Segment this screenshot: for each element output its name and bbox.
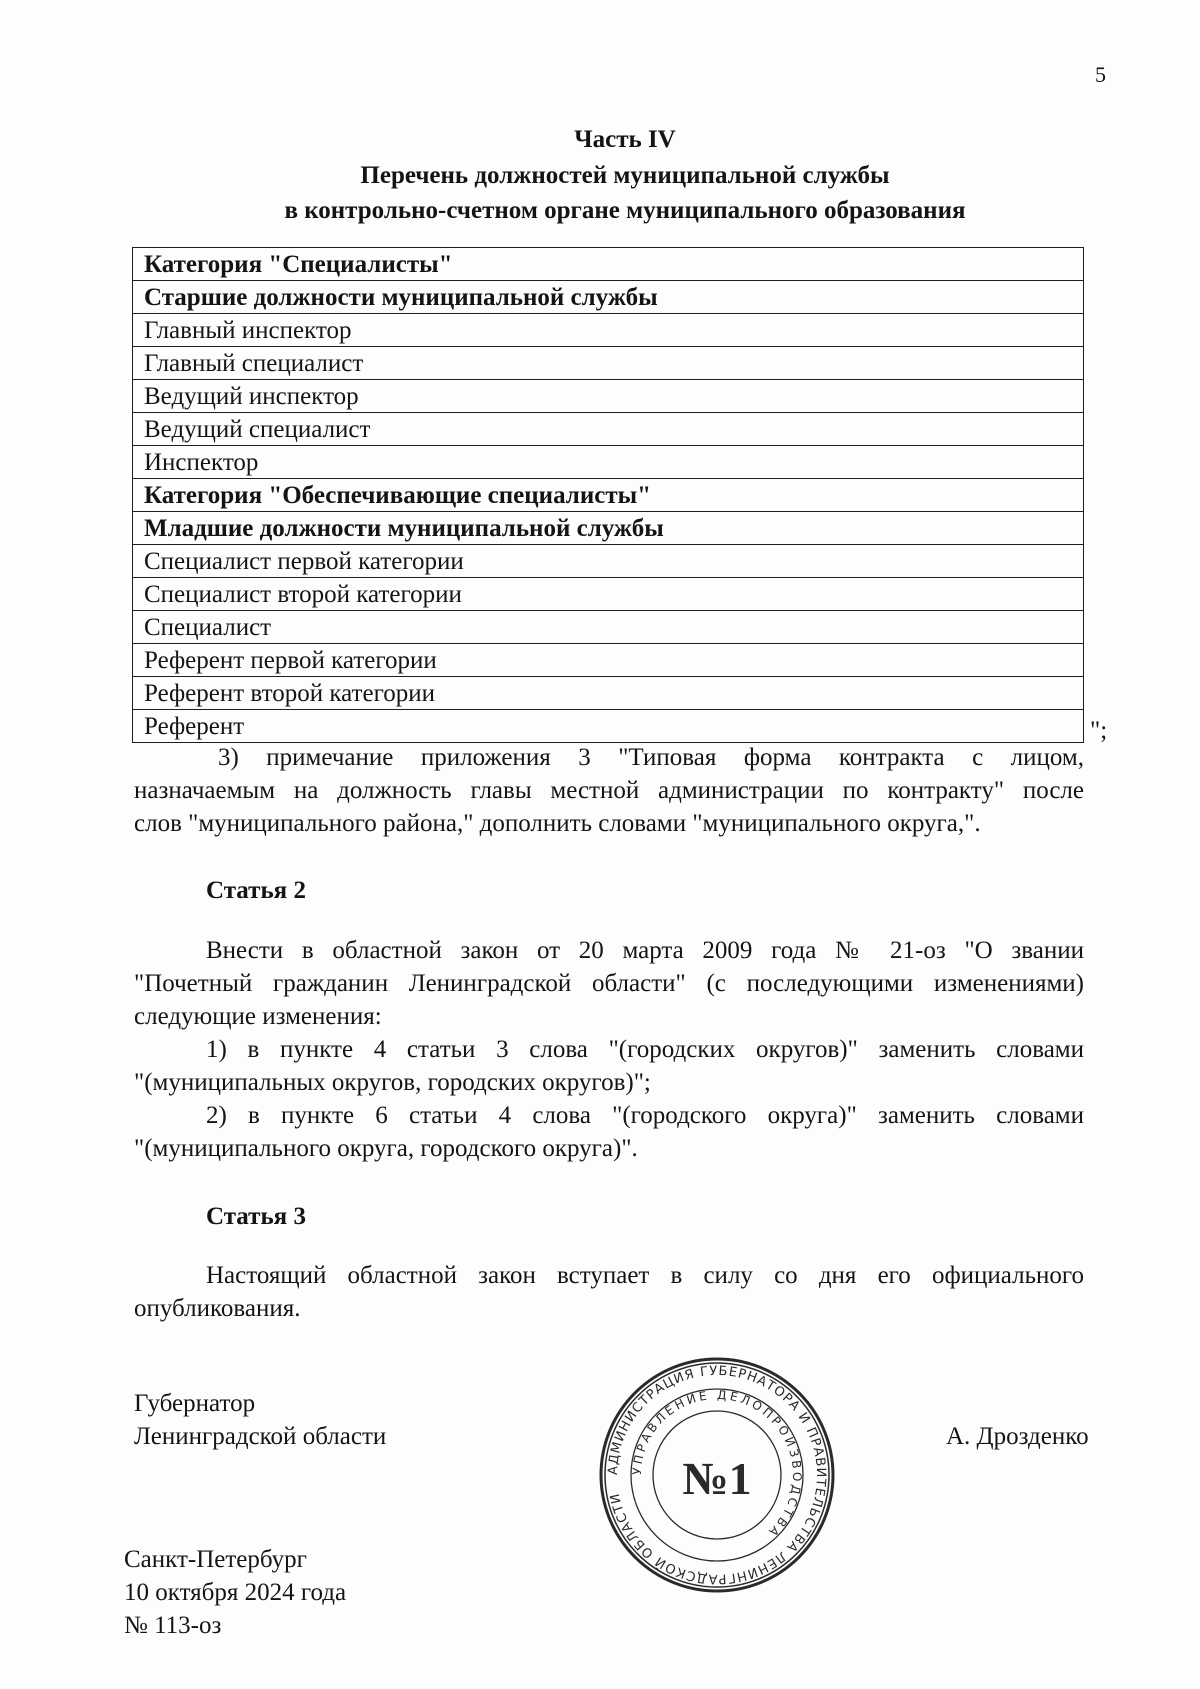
article-3-line-1: Настоящий областной закон вступает в силу со дня его официального — [206, 1262, 1084, 1289]
table-position-cell: Специалист второй категории — [133, 578, 1084, 611]
table-row — [133, 413, 1084, 446]
positions-table — [132, 247, 1084, 743]
table-position-cell: Ведущий инспектор — [133, 380, 1084, 413]
table-position-cell: Главный инспектор — [133, 314, 1084, 347]
table-row — [133, 578, 1084, 611]
table-position-cell: Инспектор — [133, 446, 1084, 479]
article-2-line-1: Внести в областной закон от 20 марта 2009 года № 21-оз "О звании — [206, 937, 1084, 964]
table-row — [133, 281, 1084, 314]
table-position-cell: Референт второй категории — [133, 677, 1084, 710]
stamp-outer-text: АДМИНИСТРАЦИЯ ГУБЕРНАТОРА И ПРАВИТЕЛЬСТВА ЛЕНИНГРАДСКОЙ ОБЛАСТИ — [605, 1363, 829, 1587]
list-title-line-1: Перечень должностей муниципальной службы — [360, 162, 890, 189]
item3-line-3: слов "муниципального района," дополнить словами "муниципального округа,". — [134, 810, 981, 837]
signatory-position-line-2: Ленинградской области — [134, 1423, 387, 1450]
table-position-cell: Референт — [133, 710, 1084, 743]
table-heading-cell: Категория "Специалисты" — [133, 248, 1084, 281]
positions-table-body — [133, 248, 1084, 743]
table-heading-cell: Младшие должности муниципальной службы — [133, 512, 1084, 545]
table-row — [133, 611, 1084, 644]
table-closing-quote: "; — [1090, 717, 1108, 744]
table-heading-cell: Категория "Обеспечивающие специалисты" — [133, 479, 1084, 512]
article-2-line-3: следующие изменения: — [134, 1003, 382, 1030]
stamp-inner-text: УПРАВЛЕНИЕ ДЕЛОПРОИЗВОДСТВА — [629, 1387, 805, 1541]
table-row — [133, 380, 1084, 413]
article-3-line-2: опубликования. — [134, 1295, 301, 1322]
list-title-line-2: в контрольно-счетном органе муниципального образования — [284, 197, 966, 224]
table-row — [133, 710, 1084, 743]
table-row — [133, 347, 1084, 380]
table-position-cell: Специалист — [133, 611, 1084, 644]
signing-city: Санкт-Петербург — [124, 1546, 307, 1573]
item3-line-2: назначаемым на должность главы местной администрации по контракту" после — [134, 777, 1084, 804]
law-number: № 113-оз — [124, 1612, 222, 1639]
official-stamp — [598, 1356, 836, 1594]
article-2-item2-line-1: 2) в пункте 6 статьи 4 слова "(городского округа)" заменить словами — [206, 1102, 1084, 1129]
signatory-position-line-1: Губернатор — [134, 1390, 256, 1417]
stamp-number: №1 — [682, 1453, 752, 1504]
table-row — [133, 314, 1084, 347]
table-position-cell: Главный специалист — [133, 347, 1084, 380]
signatory-name: А. Дрозденко — [946, 1423, 1089, 1450]
table-position-cell: Ведущий специалист — [133, 413, 1084, 446]
item3-line-1: 3) примечание приложения 3 "Типовая форма контракта с лицом, — [218, 744, 1084, 771]
signing-date: 10 октября 2024 года — [124, 1579, 347, 1606]
article-3-title: Статья 3 — [206, 1203, 306, 1230]
table-row — [133, 248, 1084, 281]
table-row — [133, 479, 1084, 512]
article-2-line-2: "Почетный гражданин Ленинградской области" (с последующими изменениями) — [134, 970, 1084, 997]
article-2-item1-line-1: 1) в пункте 4 статьи 3 слова "(городских округов)" заменить словами — [206, 1036, 1084, 1063]
table-row — [133, 446, 1084, 479]
table-row — [133, 545, 1084, 578]
article-2-item2-line-2: "(муниципального округа, городского округа)". — [134, 1135, 638, 1162]
article-2-title: Статья 2 — [206, 877, 306, 904]
table-row — [133, 677, 1084, 710]
table-position-cell: Референт первой категории — [133, 644, 1084, 677]
table-heading-cell: Старшие должности муниципальной службы — [133, 281, 1084, 314]
page-number: 5 — [1095, 62, 1106, 87]
table-position-cell: Специалист первой категории — [133, 545, 1084, 578]
article-2-item1-line-2: "(муниципальных округов, городских округов)"; — [134, 1069, 651, 1096]
table-row — [133, 644, 1084, 677]
table-row — [133, 512, 1084, 545]
part-title: Часть IV — [574, 126, 676, 153]
